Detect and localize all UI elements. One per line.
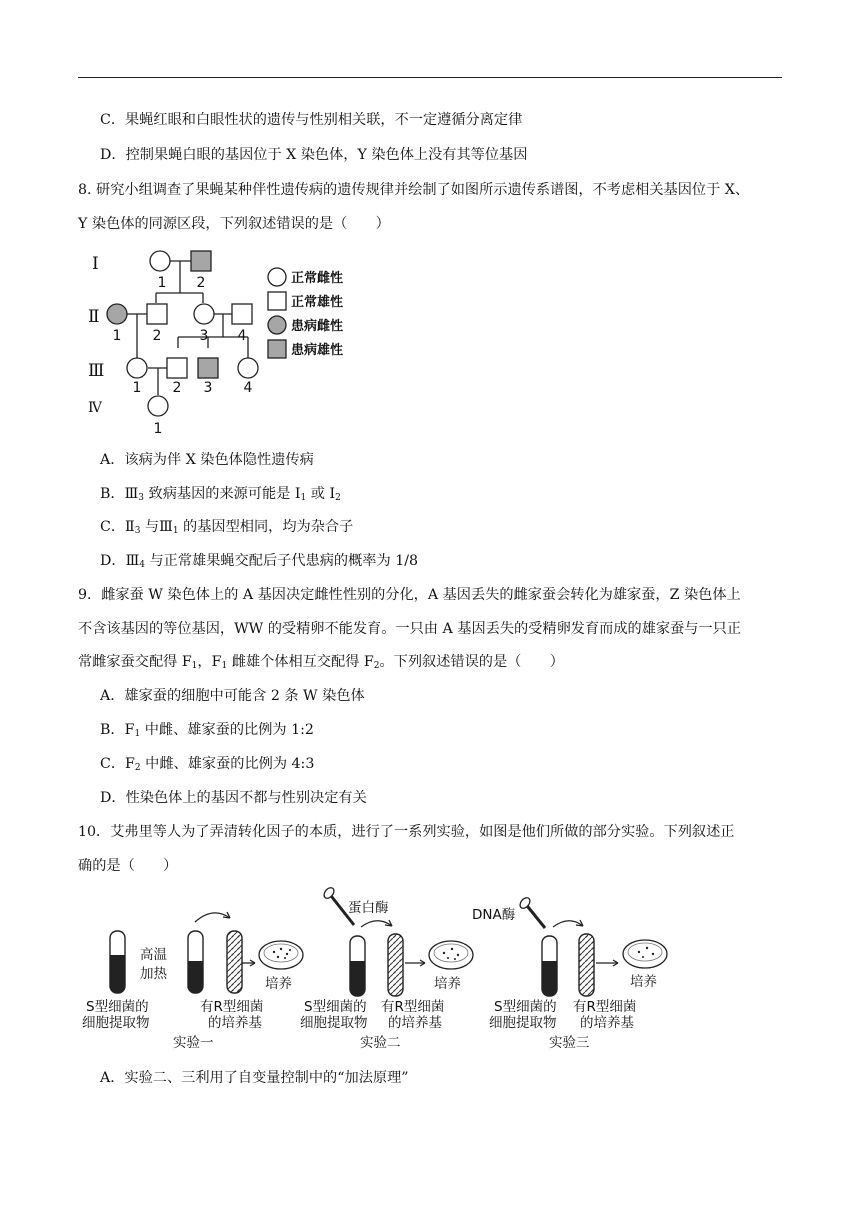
label-heat-1: 高温	[140, 947, 167, 963]
q10-stem-line1: 10．艾弗里等人为了弄清转化因子的本质，进行了一系列实验，如图是他们所做的部分实验。下列叙述正	[78, 824, 735, 840]
label-culture-2: 培养	[434, 976, 461, 992]
q9-stem-line3: 常雌家蚕交配得 $F_1$，$F_1$ 雌雄个体相互交配得 $F_2$。下列叙述错误的是（ ）	[78, 654, 564, 671]
label-extract-3a: S型细菌的	[494, 999, 557, 1015]
q9-stem-line2: 不含该基因的等位基因，WW 的受精卵不能发育。一只由 A 基因丢失的受精卵发育而成的雄家蚕与一只正	[78, 621, 742, 637]
prev-option-d: D．控制果蝇白眼的基因位于 X 染色体，Y 染色体上没有其等位基因	[100, 147, 528, 163]
label-medium-2a: 有R型细菌	[381, 999, 445, 1015]
num-I1: 1	[157, 275, 167, 291]
num-II2: 2	[152, 328, 162, 344]
num-I2: 2	[196, 275, 206, 291]
q8-stem-line2: Y 染色体的同源区段，下列叙述错误的是（ ）	[78, 216, 390, 232]
num-II4: 4	[237, 328, 247, 344]
label-medium-2b: 的培养基	[388, 1015, 442, 1031]
label-exp1: 实验一	[173, 1035, 214, 1051]
label-dnase: DNA酶	[472, 907, 516, 923]
num-II3: 3	[199, 328, 209, 344]
pedigree-I2-affected-male	[191, 251, 211, 271]
pedigree-II3-normal-female	[194, 304, 214, 324]
num-IV1: 1	[153, 421, 163, 437]
pedigree-III1-normal-female	[127, 358, 147, 378]
q10-option-a: A．实验二、三利用了自变量控制中的“加法原理”	[100, 1070, 409, 1086]
q9-option-c: C．$F_2$ 中雌、雄家蚕的比例为 4:3	[100, 756, 315, 773]
petri-dish-3	[623, 940, 667, 968]
label-extract-1a: S型细菌的	[86, 999, 149, 1015]
num-III2: 2	[172, 380, 182, 396]
prev-option-c: C．果蝇红眼和白眼性状的遗传与性别相关联，不一定遵循分离定律	[100, 112, 523, 128]
legend-affected-male: 患病雄性	[291, 343, 344, 358]
label-medium-1b: 的培养基	[208, 1015, 262, 1031]
gen-label-III: Ⅲ	[88, 361, 105, 381]
pedigree-legend	[268, 268, 343, 358]
label-medium-3a: 有R型细菌	[573, 999, 637, 1015]
label-extract-3b: 细胞提取物	[489, 1015, 557, 1031]
legend-normal-male: 正常雄性	[291, 295, 344, 310]
label-culture-3: 培养	[630, 974, 657, 990]
pedigree-IV1-normal-female	[148, 396, 168, 416]
label-extract-2b: 细胞提取物	[300, 1015, 368, 1031]
q8-option-d: D．$Ⅲ_4$ 与正常雄果蝇交配后子代患病的概率为 1/8	[100, 553, 419, 570]
label-exp2: 实验二	[360, 1035, 401, 1051]
num-III4: 4	[243, 380, 253, 396]
avery-experiment-figure	[78, 884, 688, 1052]
num-II1: 1	[112, 328, 122, 344]
label-extract-1b: 细胞提取物	[82, 1015, 150, 1031]
q9-option-b: B．$F_1$ 中雌、雄家蚕的比例为 1:2	[100, 722, 314, 739]
label-medium-1a: 有R型细菌	[200, 999, 264, 1015]
pedigree-I1-normal-female	[150, 251, 170, 271]
q9-option-a: A．雄家蚕的细胞中可能含 2 条 W 染色体	[100, 688, 365, 704]
legend-affected-female: 患病雌性	[291, 319, 344, 334]
num-III1: 1	[132, 380, 142, 396]
q9-stem-line1: 9．雌家蚕 W 染色体上的 A 基因决定雌性性别的分化，A 基因丢失的雌家蚕会转化为雄家蚕，Z 染色体上	[78, 587, 741, 603]
q8-option-c: C．$Ⅱ_3$ 与$Ⅲ_1$ 的基因型相同，均为杂合子	[100, 519, 354, 536]
pedigree-II1-affected-female	[107, 304, 127, 324]
petri-dish-1	[259, 941, 303, 969]
label-protease: 蛋白酶	[348, 900, 389, 916]
r-medium-tube-3	[579, 934, 594, 996]
pedigree-III2-normal-male	[167, 358, 187, 378]
pedigree-II4-normal-male	[232, 304, 252, 324]
q8-option-b: B．$Ⅲ_3$ 致病基因的来源可能是 $I_1$ 或 $I_2$	[100, 486, 341, 503]
label-extract-2a: S型细菌的	[304, 999, 367, 1015]
gen-label-I: Ⅰ	[92, 254, 99, 274]
label-heat-2: 加热	[140, 966, 167, 982]
label-culture-1: 培养	[265, 976, 292, 992]
q10-stem-line2: 确的是（ ）	[78, 858, 178, 874]
q8-option-a: A．该病为伴 X 染色体隐性遗传病	[100, 452, 314, 468]
gen-label-IV: Ⅳ	[88, 400, 102, 416]
petri-dish-2	[429, 941, 473, 969]
num-III3: 3	[203, 380, 213, 396]
gen-label-II: Ⅱ	[88, 307, 100, 327]
pedigree-chart	[78, 240, 378, 440]
q8-stem-line1: 8. 研究小组调查了果蝇某种伴性遗传病的遗传规律并绘制了如图所示遗传系谱图，不考虑相关基因位于 X、	[78, 182, 750, 198]
label-medium-3b: 的培养基	[580, 1015, 634, 1031]
q9-option-d: D．性染色体上的基因不都与性别决定有关	[100, 790, 367, 806]
r-medium-tube-1	[227, 931, 242, 993]
pedigree-III4-normal-female	[238, 358, 258, 378]
pedigree-III3-affected-male	[198, 358, 218, 378]
label-exp3: 实验三	[549, 1035, 590, 1051]
header-rule	[78, 77, 782, 78]
r-medium-tube-2	[388, 934, 403, 996]
pedigree-II2-normal-male	[147, 304, 167, 324]
legend-normal-female: 正常雌性	[291, 271, 344, 286]
